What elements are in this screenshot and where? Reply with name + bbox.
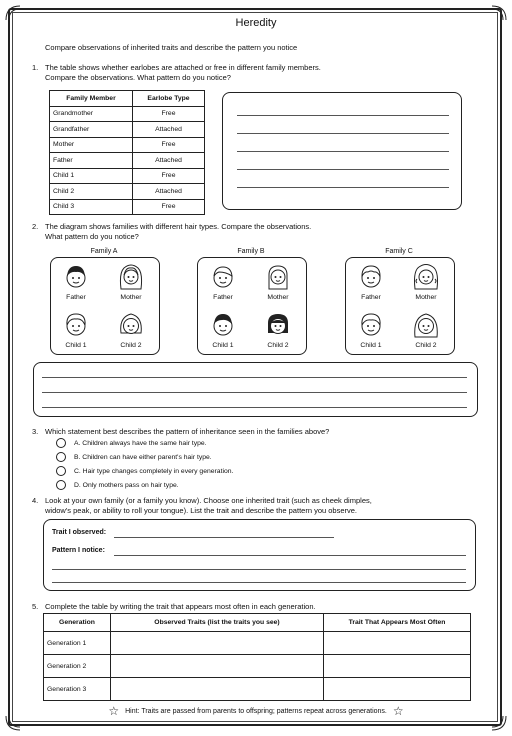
observed-traits-cell[interactable] xyxy=(111,655,324,678)
table-header: Trait That Appears Most Often xyxy=(324,614,471,632)
table-cell: Free xyxy=(133,106,205,122)
member-label: Mother xyxy=(415,294,437,301)
family-label: Family A xyxy=(90,248,118,255)
table-cell: Grandmother xyxy=(50,106,133,122)
table-cell: Generation 1 xyxy=(44,632,111,655)
family-member xyxy=(56,263,96,301)
question-2-text xyxy=(45,222,311,242)
table-cell: Grandfather xyxy=(50,122,133,138)
question-text-line: Compare the observations. What pattern do you notice? xyxy=(45,73,231,82)
table-cell: Mother xyxy=(50,137,133,153)
option-label: B. Children can have either parent's hair type. xyxy=(74,453,212,461)
radio-button[interactable] xyxy=(56,480,66,490)
option-b[interactable] xyxy=(56,452,212,462)
family-a-panel xyxy=(50,257,160,355)
family-member xyxy=(351,311,391,349)
trait-writing-line[interactable] xyxy=(114,537,334,538)
member-label: Child 1 xyxy=(65,342,87,349)
question-text-line: Look at your own family (or a family you know). Choose one inherited trait (such as cheek dimples, xyxy=(45,496,372,505)
table-cell: Father xyxy=(50,153,133,169)
question-number: 2. xyxy=(32,222,39,231)
table-cell: Attached xyxy=(133,184,205,200)
answer-box-1[interactable] xyxy=(222,92,462,210)
member-label: Father xyxy=(213,294,233,301)
observed-traits-cell[interactable] xyxy=(111,678,324,701)
question-text-line: What pattern do you notice? xyxy=(45,232,139,241)
member-label: Father xyxy=(66,294,86,301)
earlobe-table xyxy=(49,90,205,215)
table-header: Observed Traits (list the traits you see) xyxy=(111,614,324,632)
question-3-text: Which statement best describes the pattern of inheritance seen in the families above? xyxy=(45,427,330,436)
girl-bob-hair-face-icon xyxy=(265,311,291,339)
answer-box-2[interactable] xyxy=(33,362,478,417)
table-row xyxy=(50,106,205,122)
pattern-writing-line[interactable] xyxy=(114,555,466,556)
writing-line xyxy=(42,392,467,393)
table-cell: Child 2 xyxy=(50,184,133,200)
table-row xyxy=(44,655,471,678)
radio-button[interactable] xyxy=(56,466,66,476)
writing-line xyxy=(237,151,449,152)
star-icon: ☆ xyxy=(392,704,404,718)
family-member xyxy=(203,311,243,349)
question-text-line: The table shows whether earlobes are attached or free in different family members. xyxy=(45,63,321,72)
hint-text: Hint: Traits are passed from parents to offspring; patterns repeat across generations. xyxy=(125,707,387,715)
table-cell: Child 1 xyxy=(50,168,133,184)
member-label: Mother xyxy=(120,294,142,301)
radio-button[interactable] xyxy=(56,452,66,462)
family-member xyxy=(406,263,446,301)
writing-line xyxy=(42,377,467,378)
table-row xyxy=(50,199,205,215)
family-member xyxy=(258,263,298,301)
table-row xyxy=(50,153,205,169)
table-cell: Generation 3 xyxy=(44,678,111,701)
question-number: 1. xyxy=(32,63,39,72)
family-member xyxy=(111,263,151,301)
table-cell: Child 3 xyxy=(50,199,133,215)
table-cell: Attached xyxy=(133,122,205,138)
table-cell: Free xyxy=(133,137,205,153)
question-text-line: The diagram shows families with different hair types. Compare the observations. xyxy=(45,222,312,231)
family-member xyxy=(258,311,298,349)
woman-curly-hair-face-icon xyxy=(413,263,439,291)
option-label: A. Children always have the same hair type. xyxy=(74,439,207,447)
question-number: 5. xyxy=(32,602,39,611)
family-label: Family B xyxy=(237,248,265,255)
page-title: Heredity xyxy=(235,17,277,29)
most-often-cell[interactable] xyxy=(324,655,471,678)
table-row xyxy=(44,678,471,701)
table-row xyxy=(50,184,205,200)
writing-line xyxy=(237,169,449,170)
family-b-panel xyxy=(197,257,307,355)
family-label: Family C xyxy=(385,248,413,255)
writing-line xyxy=(237,115,449,116)
most-often-cell[interactable] xyxy=(324,632,471,655)
hint-line xyxy=(0,704,512,718)
question-1-text xyxy=(45,63,321,83)
table-cell: Attached xyxy=(133,153,205,169)
pattern-label: Pattern I notice: xyxy=(52,547,105,554)
child-curly-face-icon xyxy=(118,311,144,339)
question-4-text xyxy=(45,496,372,516)
question-text-line: widow's peak, or ability to roll your tongue). List the trait and describe the pattern you observe. xyxy=(45,506,358,515)
answer-box-4[interactable] xyxy=(43,519,476,591)
member-label: Child 2 xyxy=(267,342,289,349)
table-header: Family Member xyxy=(50,91,133,107)
option-d[interactable] xyxy=(56,480,179,490)
writing-line xyxy=(237,187,449,188)
man-wavy-hair-face-icon xyxy=(358,263,384,291)
child-wavy-hair-face-icon xyxy=(358,311,384,339)
boy-straight-hair-face-icon xyxy=(210,311,236,339)
option-label: C. Hair type changes completely in every generation. xyxy=(74,467,234,475)
writing-line[interactable] xyxy=(52,569,466,570)
generation-table xyxy=(43,613,471,701)
woman-straight-hair-face-icon xyxy=(265,263,291,291)
family-member xyxy=(56,311,96,349)
question-5-text: Complete the table by writing the trait that appears most often in each generation. xyxy=(45,602,316,611)
option-a[interactable] xyxy=(56,438,207,448)
writing-line[interactable] xyxy=(52,582,466,583)
table-cell: Free xyxy=(133,199,205,215)
member-label: Child 1 xyxy=(212,342,234,349)
member-label: Father xyxy=(361,294,381,301)
table-header: Generation xyxy=(44,614,111,632)
table-cell: Free xyxy=(133,168,205,184)
writing-line xyxy=(237,133,449,134)
member-label: Child 1 xyxy=(360,342,382,349)
boy-curly-face-icon xyxy=(63,263,89,291)
star-icon: ☆ xyxy=(108,704,120,718)
table-row xyxy=(44,632,471,655)
family-c-panel xyxy=(345,257,455,355)
trait-label: Trait I observed: xyxy=(52,529,107,536)
table-row xyxy=(50,122,205,138)
radio-button[interactable] xyxy=(56,438,66,448)
option-c[interactable] xyxy=(56,466,233,476)
family-member xyxy=(406,311,446,349)
member-label: Mother xyxy=(267,294,289,301)
table-header: Earlobe Type xyxy=(133,91,205,107)
table-row xyxy=(50,137,205,153)
member-label: Child 2 xyxy=(415,342,437,349)
child-curly-face-icon xyxy=(63,311,89,339)
writing-line xyxy=(42,407,467,408)
option-label: D. Only mothers pass on hair type. xyxy=(74,481,179,489)
most-often-cell[interactable] xyxy=(324,678,471,701)
table-cell: Generation 2 xyxy=(44,655,111,678)
question-number: 3. xyxy=(32,427,39,436)
family-member xyxy=(203,263,243,301)
intro-text: Compare observations of inherited traits and describe the pattern you notice xyxy=(45,43,298,52)
family-member xyxy=(111,311,151,349)
family-member xyxy=(351,263,391,301)
question-number: 4. xyxy=(32,496,39,505)
observed-traits-cell[interactable] xyxy=(111,632,324,655)
man-straight-hair-face-icon xyxy=(210,263,236,291)
member-label: Child 2 xyxy=(120,342,142,349)
woman-wavy-hair-face-icon xyxy=(118,263,144,291)
child-long-wavy-hair-face-icon xyxy=(413,311,439,339)
table-row xyxy=(50,168,205,184)
